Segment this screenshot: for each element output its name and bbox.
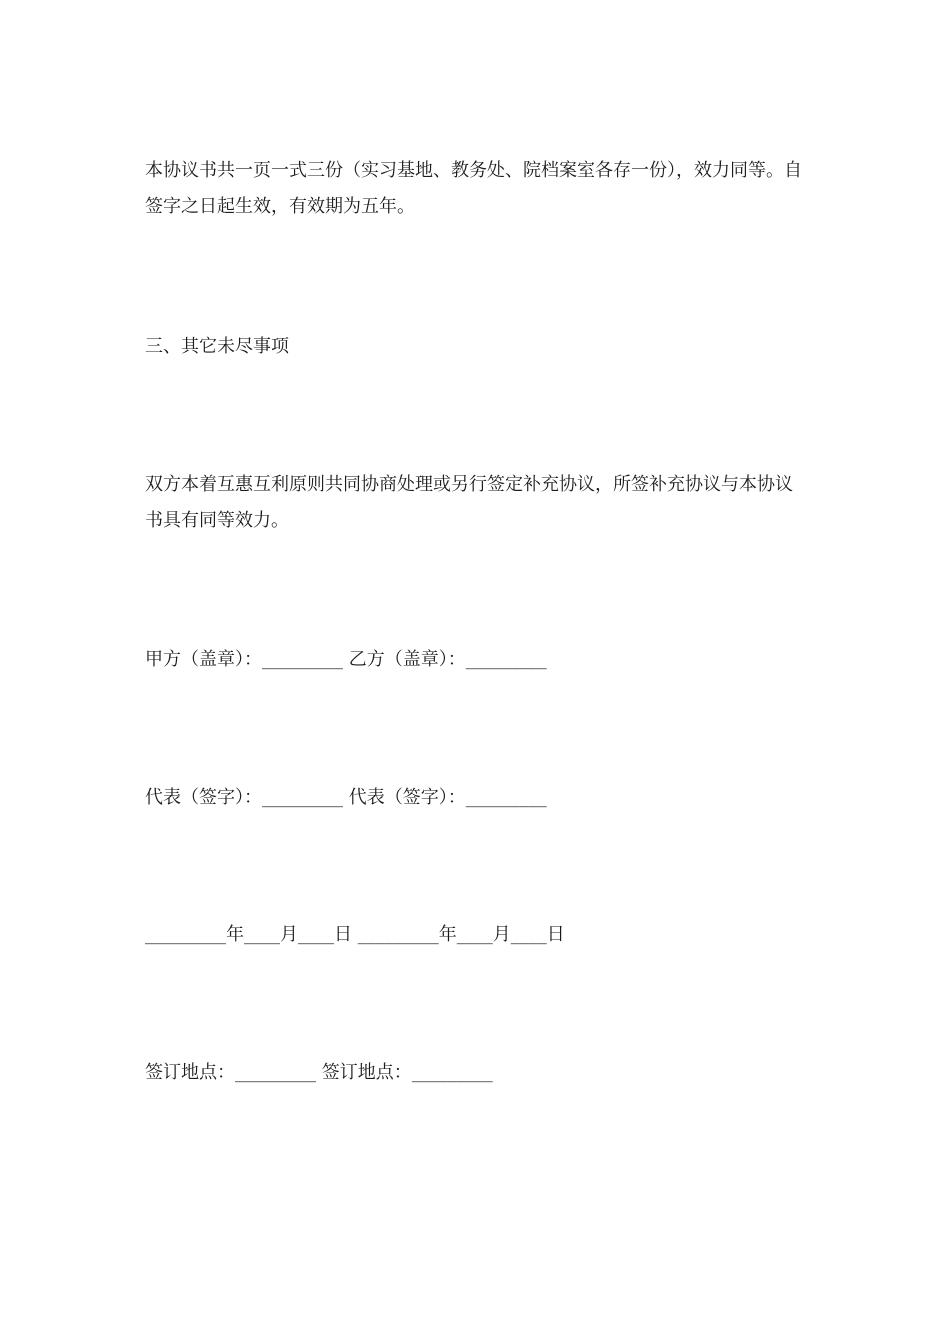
date-line: _________年____月____日 _________年____月____日 — [145, 924, 565, 945]
place-line: 签订地点：_________ 签订地点：_________ — [145, 1062, 493, 1083]
representative-line: 代表（签字）：_________ 代表（签字）：_________ — [145, 787, 547, 808]
section-three-heading: 三、其它未尽事项 — [145, 336, 289, 357]
validity-paragraph: 本协议书共一页一式三份（实习基地、教务处、院档案室各存一份），效力同等。自签字之日起生效，有效期为五年。 — [145, 160, 802, 217]
supplement-paragraph: 双方本着互惠互利原则共同协商处理或另行签定补充协议，所签补充协议与本协议书具有同等效力。 — [145, 474, 793, 531]
seal-line: 甲方（盖章）：_________ 乙方（盖章）：_________ — [145, 649, 547, 670]
